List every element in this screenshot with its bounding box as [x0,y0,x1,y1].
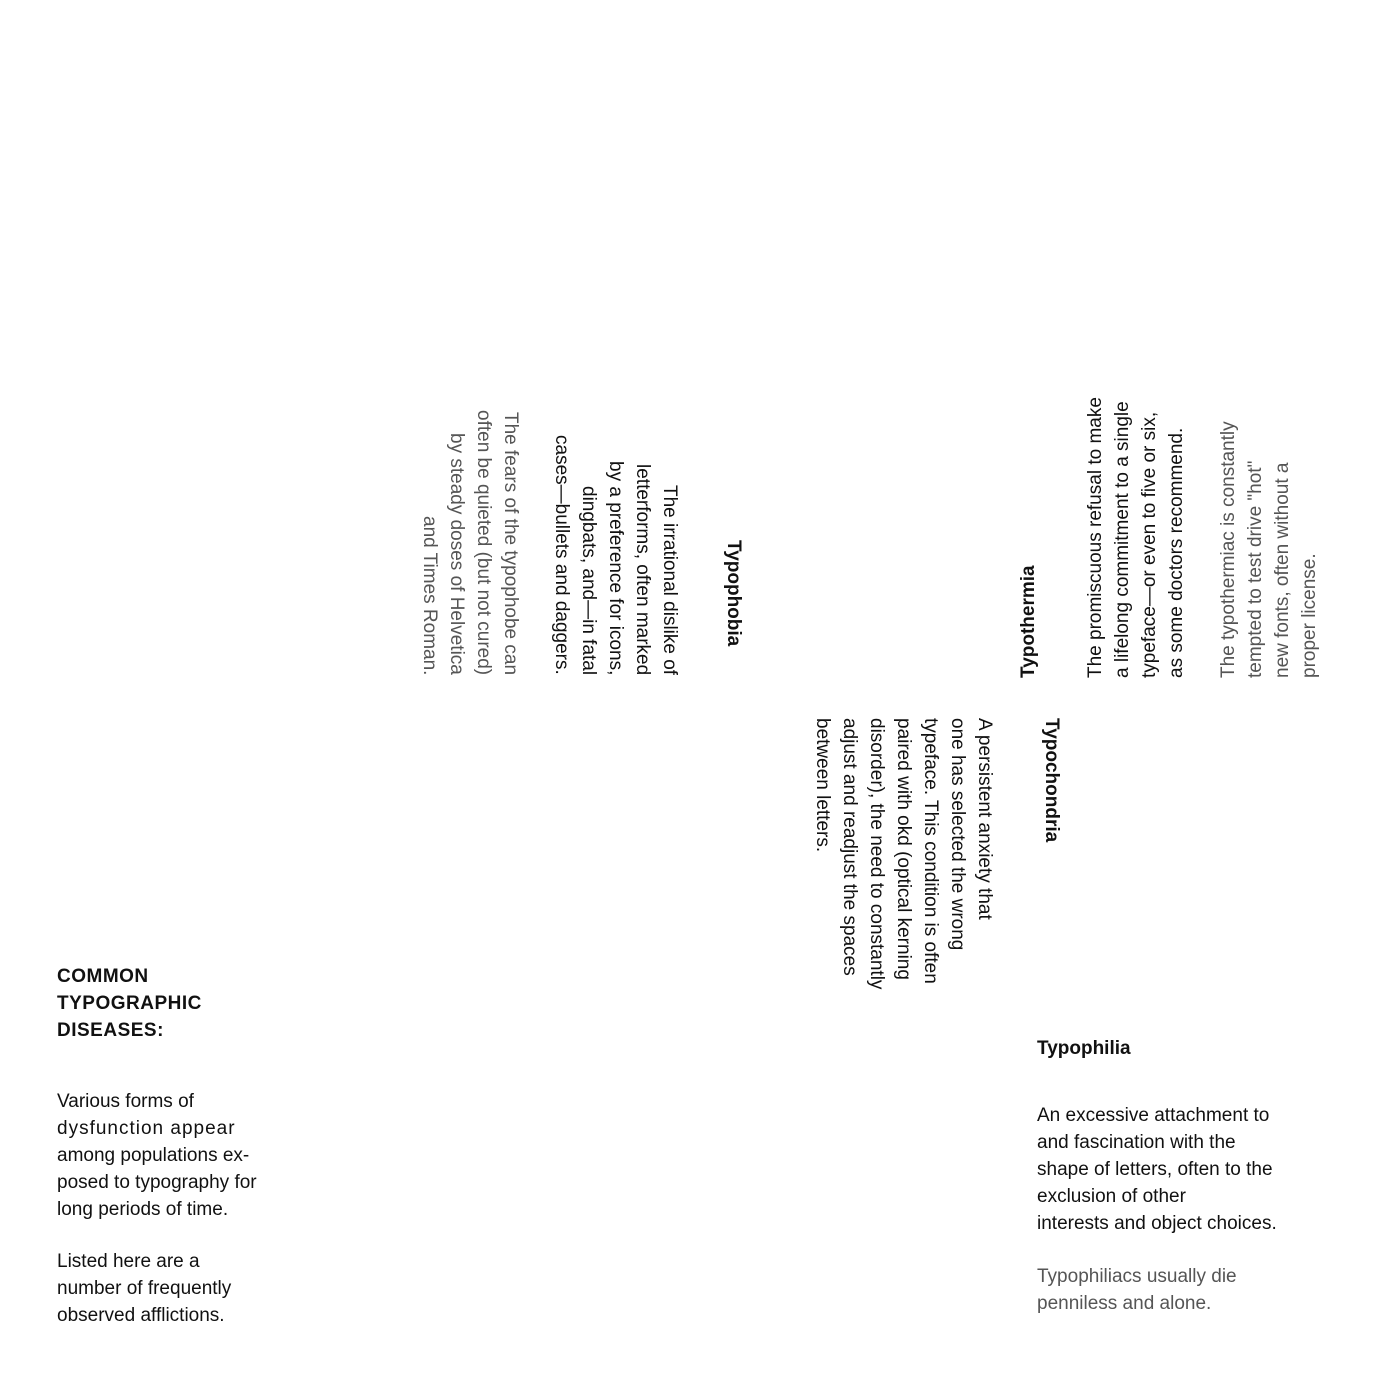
typothermia-def-line: The promiscuous refusal to make [1085,397,1106,678]
intro-paragraph-1 [57,1088,257,1223]
intro-line: among populations ex- [57,1145,250,1166]
typophobia-note-line: and Times Roman. [419,515,440,675]
intro-line: Various forms of [57,1091,194,1112]
intro-title [57,963,202,1044]
typophobia-def-line: The irrational dislike of [659,484,680,675]
typophobia-def-line: cases—bullets and daggers. [551,435,572,675]
typochondria-definition [808,718,998,989]
typothermia-title-text: Typothermia [1018,565,1039,678]
typochondria-def-line: between letters. [812,718,833,853]
typochondria-def-line: adjust and readjust the spaces [839,718,860,976]
typophobia-def-line: letterforms, often marked [632,463,653,675]
intro-title-line: DISEASES: [57,1020,164,1041]
typophilia-title [1037,1036,1131,1062]
typothermia-note-line: proper license. [1299,553,1320,678]
typophobia-def-line: dingbats, and—in fatal [578,485,599,675]
intro-title-line: COMMON [57,966,149,987]
intro-line: long periods of time. [57,1199,229,1220]
typochondria-def-line: A persistent anxiety that [974,718,995,920]
intro-line: observed afflictions. [57,1305,225,1326]
typophilia-note [1037,1263,1237,1317]
typothermia-def-line: a lifelong commitment to a single [1112,401,1133,678]
typophobia-note [416,370,524,675]
typochondria-def-line: paired with okd (optical kerning [893,718,914,980]
typothermia-definition [1082,340,1190,678]
typochondria-title [1038,718,1064,842]
typophilia-def-line: An excessive attachment to [1037,1105,1270,1126]
typophobia-note-line: The fears of the typophobe can [500,411,521,675]
typophobia-definition [548,370,683,675]
typothermia-note-line: new fonts, often without a [1272,462,1293,678]
typothermia-title [1016,540,1042,678]
typophilia-def-line: exclusion of other [1037,1186,1186,1207]
intro-line: dysfunction appear [57,1118,236,1139]
typophilia-note-line: Typophiliacs usually die [1037,1266,1237,1287]
intro-line: posed to typography for [57,1172,257,1193]
intro-paragraph-2 [57,1248,231,1329]
typophilia-note-line: penniless and alone. [1037,1293,1212,1314]
typophilia-definition [1037,1102,1277,1237]
intro-line: Listed here are a [57,1251,200,1272]
typophilia-def-line: and fascination with the [1037,1132,1236,1153]
typophilia-title-text: Typophilia [1037,1038,1131,1059]
typochondria-title-text: Typochondria [1041,718,1062,843]
typophobia-note-line: by steady doses of Helvetica [446,433,467,675]
typothermia-def-line: typeface—or even to five or six, [1139,411,1160,678]
typophobia-title-text: Typophobia [723,540,744,647]
typothermia-note-line: The typothermiac is constantly [1218,421,1239,678]
typothermia-note-line: tempted to test drive "hot" [1245,460,1266,678]
typothermia-def-line: as some doctors recommend. [1166,427,1187,678]
typochondria-def-line: typeface. This condition is often [920,718,941,984]
typophobia-title [720,540,746,675]
intro-title-line: TYPOGRAPHIC [57,993,202,1014]
typochondria-def-line: disorder), the need to constantly [866,718,887,990]
typophobia-def-line: by a preference for icons, [605,460,626,675]
typophilia-def-line: shape of letters, often to the [1037,1159,1273,1180]
intro-line: number of frequently [57,1278,232,1299]
typophilia-def-line: interests and object choices. [1037,1213,1277,1234]
typochondria-def-line: one has selected the wrong [947,718,968,951]
typophobia-note-line: often be quieted (but not cured) [473,409,494,675]
typothermia-note [1215,380,1323,678]
